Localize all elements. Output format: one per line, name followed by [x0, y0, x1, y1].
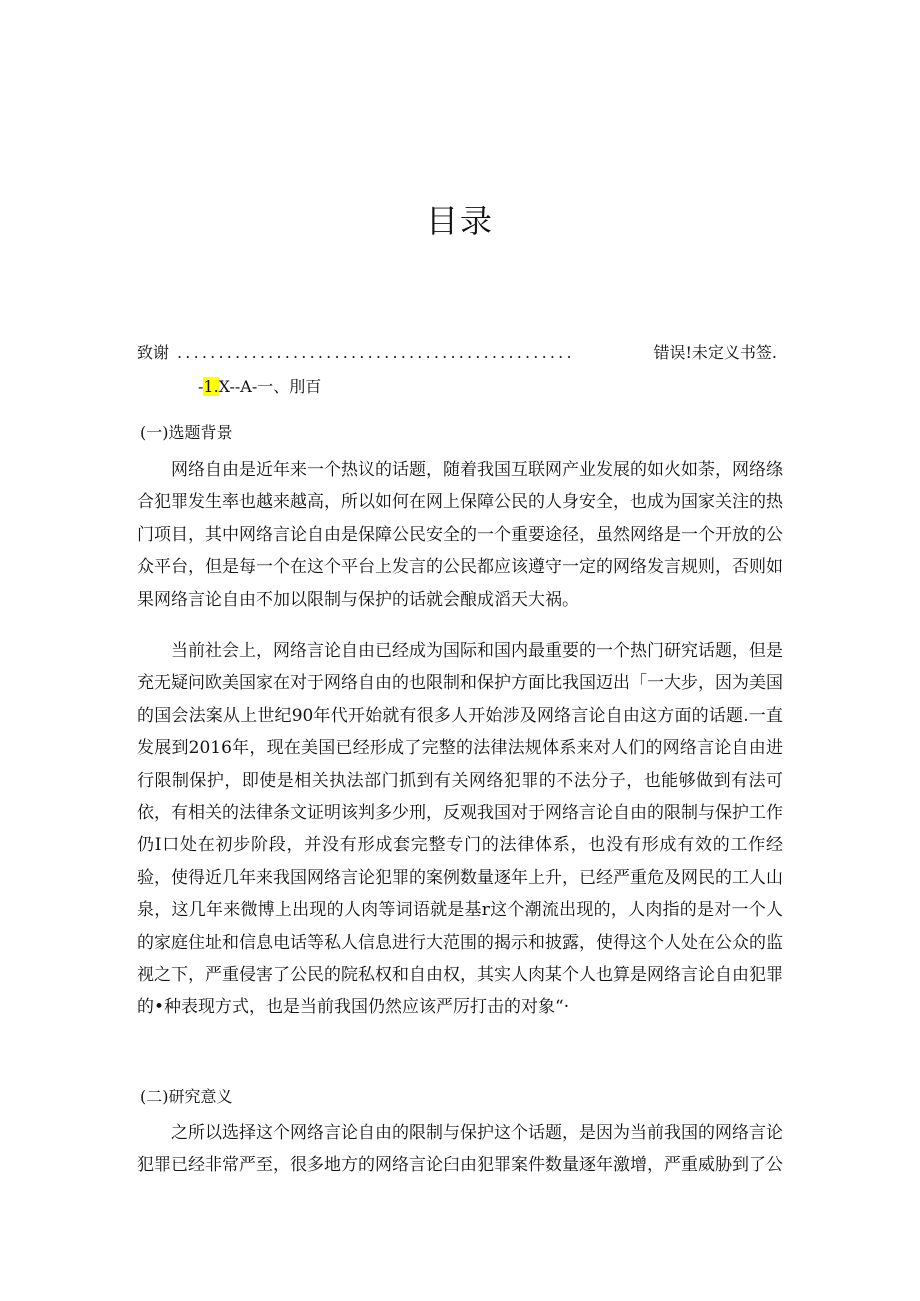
toc-leader-dots: ................................................	[177, 343, 575, 362]
toc-sub-prefix: -	[198, 377, 204, 396]
section-heading-significance: (二)研究意义	[140, 1087, 233, 1106]
toc-sub-text: X--A-一、刖百	[218, 377, 322, 396]
toc-entry-label: 致谢	[137, 343, 170, 362]
section-heading-background: (一)选题背景	[140, 423, 233, 442]
body-paragraph: 当前社会上，网络言论自由已经成为国际和国内最重要的一个热门研究话题，但是充无疑问欧美国家在对于网络自由的也限制和保护方面比我国迈出「一大步，因为美国的国会法案从上世纪90年代开始就有很多人开始涉及网络言论自由这方面的话题.一直发展到2016年，现在美国已经形成了完整的法律法规体系来对人们的网络言论自由进行限制保护，即使是相关执法部门抓到有关网络犯罪的不法分子，也能够做到有法可依，有相关的法律条文证明该判多少刑，反观我国对于网络言论自由的限制与保护工作仍I口处在初步阶段，并没有形成套完整专门的法律体系，也没有形成有效的工作经验，使得近几年来我国网络言论犯罪的案例数量逐年上升，已经严重危及网民的工人山泉，这几年来微博上出现的人肉等词语就是基r这个潮流出现的，人肉指的是对一个人的家庭住址和信息电话等私人信息进行大范围的揭示和披露，使得这个人处在公众的监视之下，严重侵害了公民的院私权和自由权，其实人肉某个人也算是网络言论自由犯罪的•种表现方式，也是当前我国仍然应该严厉打击的对象“·	[137, 641, 783, 1018]
body-paragraph: 网络自由是近年来一个热议的话题，随着我国互联网产业发展的如火如荼，网络绦合犯罪发生率也越来越高，所以如何在网上保障公民的人身安全，也成为国家关注的热门项目，其中网络言论自由是保障公民安全的一个重要途径，虽然网络是一个开放的公众平台，但是每一个在这个平台上发言的公民都应该遵守一定的网络发言规则，否则如果网络言论自由不加以限制与保护的话就会酿成滔天大祸。	[137, 460, 783, 610]
body-paragraph: 之所以选择这个网络言论自由的限制与保护这个话题，是因为当前我国的网络言论犯罪已经非常严至，很多地方的网络言论臼由犯罪案件数量逐年激增，严重威胁到了公	[137, 1123, 783, 1176]
toc-entry[interactable]	[137, 340, 777, 362]
toc-entry-page-ref: 错误!未定义书签.	[653, 343, 777, 362]
highlighted-text: 1.	[203, 377, 219, 396]
page-title: 目录	[425, 202, 494, 240]
toc-sub-entry[interactable]	[198, 374, 321, 397]
